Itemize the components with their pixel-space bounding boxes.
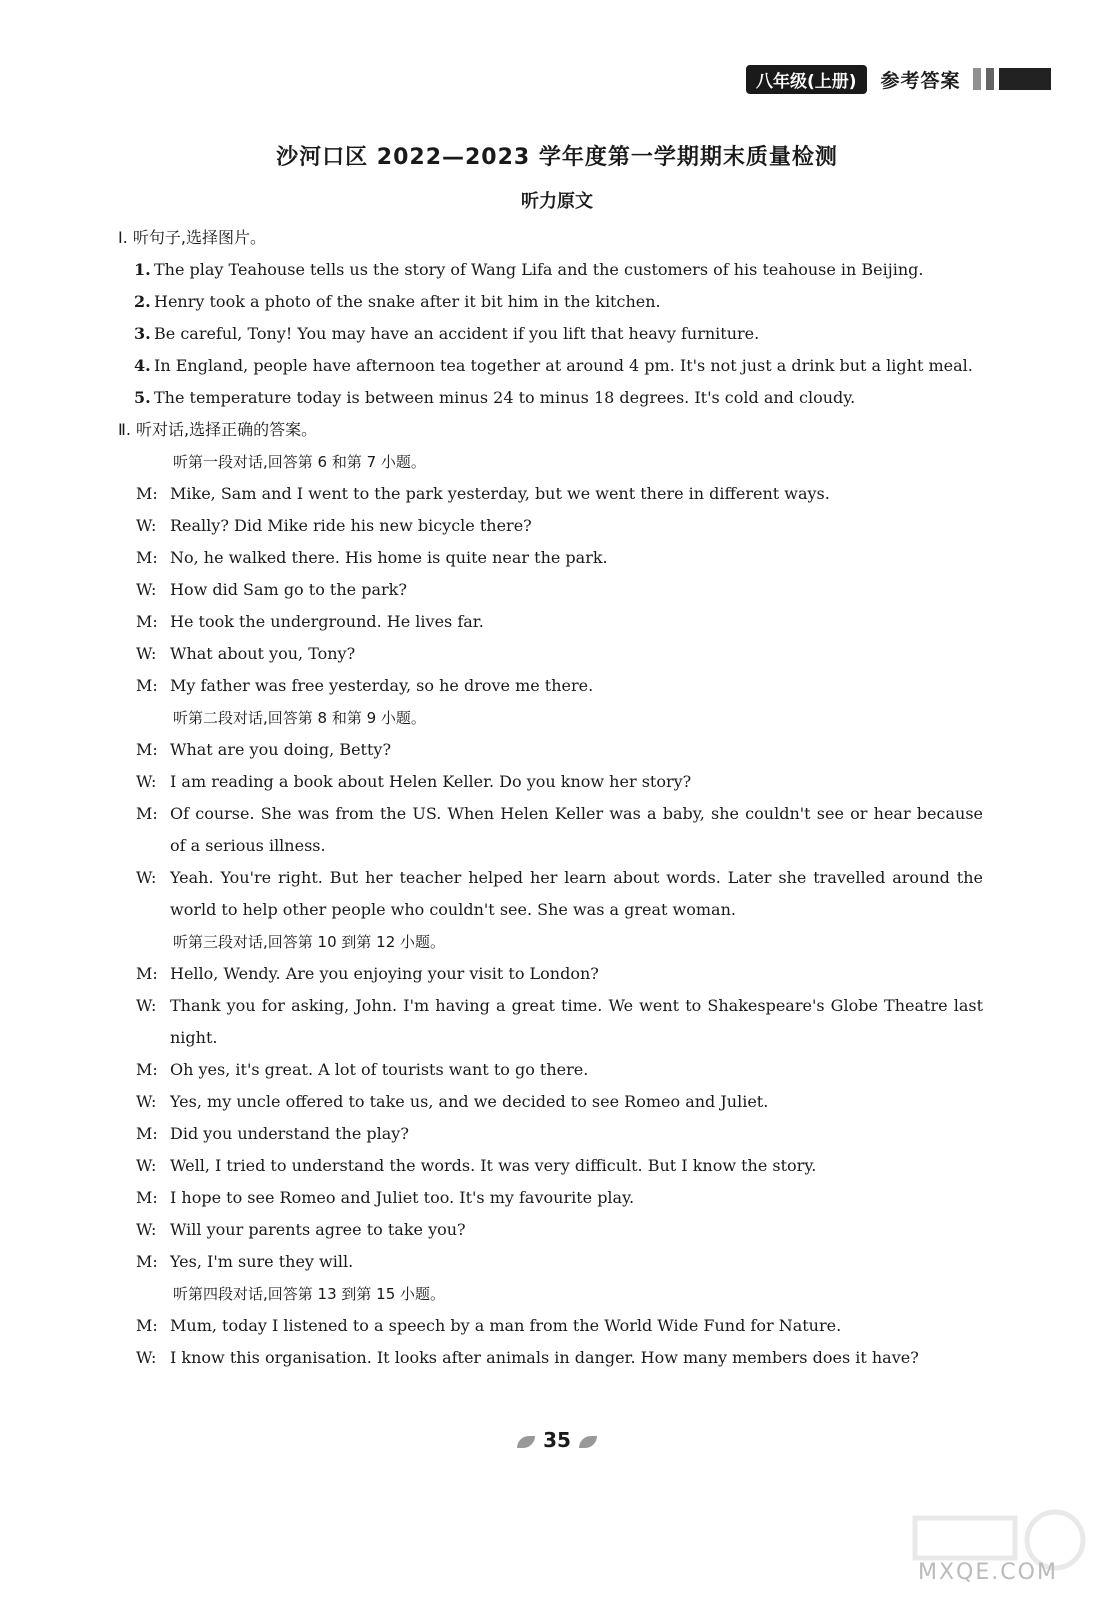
header-bar bbox=[746, 64, 1051, 94]
sentence-item: 3. Be careful, Tony! You may have an accident if you lift that heavy furniture. bbox=[134, 324, 760, 343]
dialog-line: M: Hello, Wendy. Are you enjoying your visit to London? bbox=[136, 964, 599, 983]
page-subtitle: 听力原文 bbox=[521, 191, 593, 212]
dialog-line: W: Thank you for asking, John. I'm having a great time. We went to Shakespeare's Globe Theatre last night. bbox=[136, 996, 983, 1047]
sentence-item: 5. The temperature today is between minus 24 to minus 18 degrees. It's cold and cloudy. bbox=[134, 388, 856, 407]
decorative-bars bbox=[973, 68, 1051, 90]
grade-tag: 八年级(上册) bbox=[746, 65, 867, 94]
dialog-line: M: I hope to see Romeo and Juliet too. It's my favourite play. bbox=[136, 1188, 635, 1207]
dialog-line: W: I am reading a book about Helen Keller. Do you know her story? bbox=[136, 772, 692, 791]
page-title: 沙河口区 2022—2023 学年度第一学期期末质量检测 bbox=[276, 145, 838, 170]
dialog-instruction: 听第二段对话,回答第 8 和第 9 小题。 bbox=[173, 709, 426, 727]
dialog-line: M: He took the underground. He lives far. bbox=[136, 612, 484, 631]
dialog-line: M: Oh yes, it's great. A lot of tourists want to go there. bbox=[136, 1060, 589, 1079]
dialog-line: W: What about you, Tony? bbox=[136, 644, 356, 663]
page-footer bbox=[0, 1428, 1114, 1452]
dialog-line: W: Yes, my uncle offered to take us, and we decided to see Romeo and Juliet. bbox=[136, 1092, 769, 1111]
section2-label: Ⅱ. 听对话,选择正确的答案。 bbox=[118, 420, 318, 439]
dialog-line: M: Mike, Sam and I went to the park yesterday, but we went there in different ways. bbox=[136, 484, 830, 503]
section1-label: Ⅰ. 听句子,选择图片。 bbox=[118, 228, 266, 247]
dialog-line: M: Of course. She was from the US. When Helen Keller was a baby, she couldn't see or hear because of a serious illness. bbox=[136, 804, 983, 855]
dialog-line: W: Will your parents agree to take you? bbox=[136, 1220, 466, 1239]
watermark-text: MXQE.COM bbox=[918, 1560, 1058, 1585]
sentence-item: 2. Henry took a photo of the snake after it bit him in the kitchen. bbox=[134, 292, 661, 311]
dialog-line: M: Mum, today I listened to a speech by a man from the World Wide Fund for Nature. bbox=[136, 1316, 842, 1335]
dialog-instruction: 听第四段对话,回答第 13 到第 15 小题。 bbox=[173, 1285, 446, 1303]
dialog-instruction: 听第三段对话,回答第 10 到第 12 小题。 bbox=[173, 933, 446, 951]
sentence-item: 1. The play Teahouse tells us the story of Wang Lifa and the customers of his teahouse in Beijing. bbox=[134, 260, 924, 279]
page-number: 35 bbox=[543, 1428, 571, 1452]
dialog-line: W: Well, I tried to understand the words. It was very difficult. But I know the story. bbox=[136, 1156, 817, 1175]
dialog-line: W: I know this organisation. It looks after animals in danger. How many members does it have? bbox=[136, 1348, 919, 1367]
answer-label: 参考答案 bbox=[880, 69, 961, 92]
dialog-line: M: My father was free yesterday, so he drove me there. bbox=[136, 676, 594, 695]
leaf-icon bbox=[579, 1436, 597, 1448]
dialog-line: M: No, he walked there. His home is quite near the park. bbox=[136, 548, 608, 567]
dialog-line: M: Did you understand the play? bbox=[136, 1124, 409, 1143]
dialog-line: W: Really? Did Mike ride his new bicycle there? bbox=[136, 516, 532, 535]
dialog-line: W: How did Sam go to the park? bbox=[136, 580, 407, 599]
dialog-line: W: Yeah. You're right. But her teacher helped her learn about words. Later she travelled around the world to help other people who couldn't see. She was a great woman. bbox=[136, 868, 983, 919]
dialog-instruction: 听第一段对话,回答第 6 和第 7 小题。 bbox=[173, 453, 426, 471]
sentence-item: 4. In England, people have afternoon tea together at around 4 pm. It's not just a drink but a light meal. bbox=[134, 356, 973, 375]
dialog-line: M: Yes, I'm sure they will. bbox=[136, 1252, 354, 1271]
leaf-icon bbox=[517, 1436, 535, 1448]
transcript-content bbox=[118, 222, 983, 1374]
dialog-line: M: What are you doing, Betty? bbox=[136, 740, 392, 759]
